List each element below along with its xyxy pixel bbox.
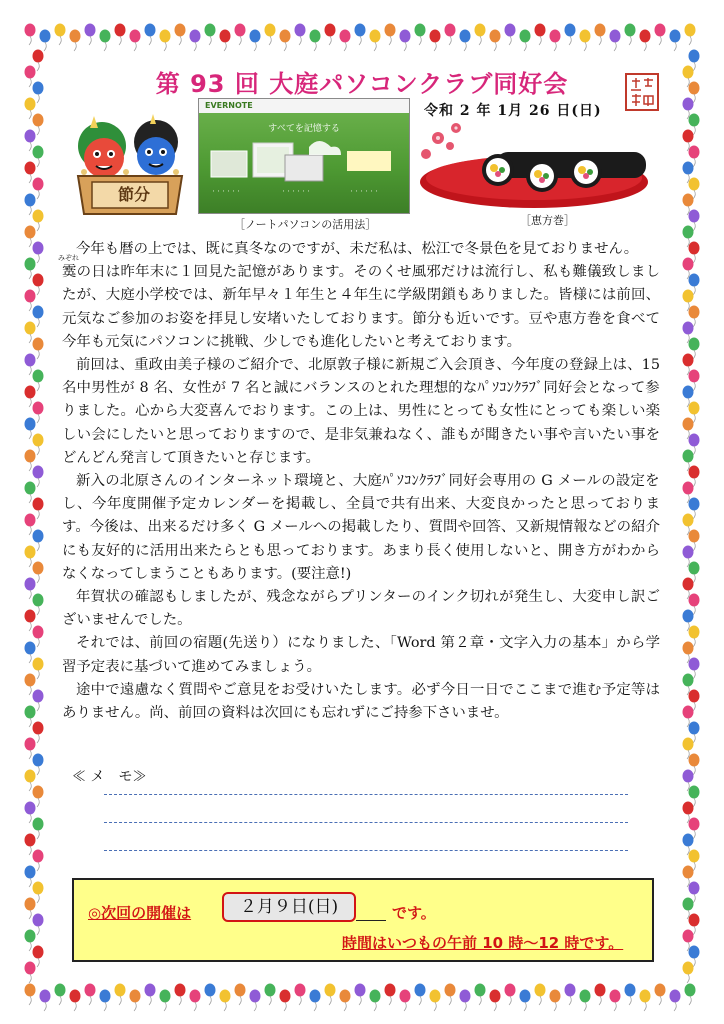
balloon-icon xyxy=(445,984,456,1006)
balloon-icon xyxy=(445,24,456,46)
laptop-screenshot-image xyxy=(198,98,410,214)
balloon-icon xyxy=(340,990,351,1012)
balloon-icon xyxy=(683,738,694,760)
balloon-icon xyxy=(33,786,44,808)
balloon-icon xyxy=(370,990,381,1012)
balloon-icon xyxy=(25,802,36,824)
paragraph: 前回は、重政由美子様のご紹介で、北原敦子様に新規ご入会頂き、今年度の登録上は、15 名中男性が 8 名、女性が 7 名と誠にバランスのとれた理想的なﾊﾟｿｺﾝｸﾗﾌﾞ同好会となって参りました。心から大変喜んでおります。この上は、男性にとっても女性にとっても楽しい楽しい会にしたいと思っておりますので、是非気兼ねなく、誰もが聞きたい事や言いたい事をどんどん発言して頂きたいと存じます。 xyxy=(62,357,660,466)
next-meeting-date: ２月９日(日) xyxy=(222,892,356,922)
balloon-icon xyxy=(520,990,531,1012)
meeting-time: 時間はいつもの午前 10 時～12 時です。 xyxy=(342,934,624,952)
balloon-icon xyxy=(25,226,36,248)
balloon-icon xyxy=(565,24,576,46)
balloon-icon xyxy=(33,818,44,840)
balloon-icon xyxy=(683,226,694,248)
balloon-icon xyxy=(689,114,700,136)
balloon-icon xyxy=(355,24,366,46)
ehomaki-caption: ［恵方巻］ xyxy=(520,214,575,227)
seal-stamp xyxy=(624,72,660,112)
balloon-icon xyxy=(55,984,66,1006)
balloon-icon xyxy=(655,24,666,46)
balloon-icon xyxy=(550,30,561,52)
balloon-icon xyxy=(595,24,606,46)
ruby-reading: みぞれ xyxy=(58,254,79,263)
svg-text:・・・・・・: ・・・・・・ xyxy=(211,189,242,195)
balloon-icon xyxy=(460,30,471,52)
balloon-icon xyxy=(250,30,261,52)
balloon-icon xyxy=(25,834,36,856)
balloon-icon xyxy=(683,962,694,984)
svg-text:・・・・・・: ・・・・・・ xyxy=(349,189,380,195)
balloon-icon xyxy=(683,514,694,536)
balloon-icon xyxy=(689,242,700,264)
balloon-icon xyxy=(625,24,636,46)
balloon-icon xyxy=(265,24,276,46)
next-meeting-prefix: ◎次回の開催は xyxy=(88,904,192,922)
balloon-icon xyxy=(310,990,321,1012)
laptop-caption: ［ノートパソコンの活用法］ xyxy=(234,218,377,231)
balloon-icon xyxy=(25,706,36,728)
balloon-icon xyxy=(415,24,426,46)
balloon-icon xyxy=(33,562,44,584)
balloon-icon xyxy=(535,984,546,1006)
balloon-icon xyxy=(25,322,36,344)
balloon-icon xyxy=(689,882,700,904)
next-meeting-suffix: です。 xyxy=(392,904,436,922)
balloon-icon xyxy=(689,306,700,328)
balloon-icon xyxy=(33,242,44,264)
balloon-icon xyxy=(385,984,396,1006)
balloon-icon xyxy=(25,258,36,280)
balloon-icon xyxy=(25,546,36,568)
balloon-icon xyxy=(340,30,351,52)
balloon-icon xyxy=(490,30,501,52)
balloon-icon xyxy=(55,24,66,46)
balloon-icon xyxy=(683,674,694,696)
balloon-icon xyxy=(205,24,216,46)
balloon-icon xyxy=(689,434,700,456)
balloon-icon xyxy=(683,546,694,568)
paragraph: 途中で遠慮なく質問やご意見をお受けいたします。必ず今日一日でここまで進む予定等はありません。尚、前回の資料は次回にも忘れずにご持参下さいませ。 xyxy=(62,681,660,722)
balloon-icon xyxy=(689,498,700,520)
balloon-icon xyxy=(683,930,694,952)
balloon-icon xyxy=(683,898,694,920)
balloon-icon xyxy=(33,274,44,296)
balloon-icon xyxy=(683,578,694,600)
balloon-icon xyxy=(683,450,694,472)
balloon-icon xyxy=(400,30,411,52)
balloon-icon xyxy=(25,290,36,312)
balloon-icon xyxy=(115,24,126,46)
balloon-icon xyxy=(85,24,96,46)
page-title: 第 93 回 大庭パソコンクラブ同好会 xyxy=(155,70,569,98)
balloon-icon xyxy=(295,984,306,1006)
meeting-date: 令和 2 年 1月 26 日(日) xyxy=(424,103,602,119)
balloon-icon xyxy=(689,690,700,712)
balloon-icon xyxy=(280,30,291,52)
balloon-icon xyxy=(689,274,700,296)
balloon-icon xyxy=(683,130,694,152)
balloon-icon xyxy=(33,338,44,360)
balloon-icon xyxy=(25,162,36,184)
balloon-icon xyxy=(145,984,156,1006)
balloon-icon xyxy=(33,594,44,616)
balloon-icon xyxy=(25,930,36,952)
balloon-icon xyxy=(175,984,186,1006)
balloon-icon xyxy=(683,98,694,120)
balloon-icon xyxy=(205,984,216,1006)
balloon-icon xyxy=(689,146,700,168)
balloon-icon xyxy=(550,990,561,1012)
balloon-icon xyxy=(160,30,171,52)
balloon-icon xyxy=(235,24,246,46)
setsubun-sign: 節分 xyxy=(117,185,150,204)
balloon-icon xyxy=(460,990,471,1012)
balloon-icon xyxy=(490,990,501,1012)
balloon-icon xyxy=(160,990,171,1012)
balloon-icon xyxy=(689,754,700,776)
balloon-icon xyxy=(683,194,694,216)
balloon-icon xyxy=(385,24,396,46)
balloon-icon xyxy=(355,984,366,1006)
balloon-icon xyxy=(33,210,44,232)
balloon-icon xyxy=(220,990,231,1012)
balloon-icon xyxy=(33,146,44,168)
balloon-icon xyxy=(625,984,636,1006)
balloon-icon xyxy=(689,338,700,360)
balloon-icon xyxy=(33,946,44,968)
screenshot-devices xyxy=(199,133,409,213)
balloon-icon xyxy=(683,386,694,408)
balloon-icon xyxy=(25,984,36,1006)
balloon-icon xyxy=(683,322,694,344)
balloon-icon xyxy=(70,30,81,52)
balloon-icon xyxy=(40,990,51,1012)
balloon-icon xyxy=(33,914,44,936)
balloon-icon xyxy=(689,786,700,808)
balloon-icon xyxy=(520,30,531,52)
balloon-icon xyxy=(685,984,696,1006)
balloon-icon xyxy=(683,162,694,184)
balloon-icon xyxy=(25,98,36,120)
balloon-icon xyxy=(33,498,44,520)
balloon-icon xyxy=(190,990,201,1012)
balloon-icon xyxy=(250,990,261,1012)
balloon-icon xyxy=(683,610,694,632)
next-meeting-notice xyxy=(72,878,654,962)
balloon-icon xyxy=(683,802,694,824)
balloon-icon xyxy=(370,30,381,52)
balloon-icon xyxy=(683,834,694,856)
balloon-icon xyxy=(25,514,36,536)
balloon-icon xyxy=(25,418,36,440)
balloon-icon xyxy=(25,24,36,46)
balloon-icon xyxy=(683,290,694,312)
balloon-icon xyxy=(33,370,44,392)
balloon-icon xyxy=(25,610,36,632)
balloon-icon xyxy=(100,30,111,52)
paragraph-text: 霙の日は昨年末に１回見た記憶があります。そのくせ風邪だけは流行し、私も難儀致しましたが、大庭小学校では、新年早々１年生と４年生に学級閉鎖もありました。皆様には前回、元気なご参加のお姿を拝見し安堵いたしております。節分も近いです。豆や恵方巻を食べて今年も元気にパソコンに挑戦、少しでも進化したいと考えております。 xyxy=(62,264,660,350)
balloon-icon xyxy=(689,658,700,680)
balloon-icon xyxy=(25,738,36,760)
balloon-icon xyxy=(33,658,44,680)
balloon-icon xyxy=(689,402,700,424)
balloon-icon xyxy=(580,30,591,52)
balloon-icon xyxy=(100,990,111,1012)
balloon-icon xyxy=(25,962,36,984)
balloon-icon xyxy=(689,626,700,648)
balloon-icon xyxy=(325,984,336,1006)
balloon-icon xyxy=(683,258,694,280)
balloon-icon xyxy=(25,770,36,792)
balloon-icon xyxy=(25,450,36,472)
memo-line xyxy=(104,794,628,795)
balloon-icon xyxy=(190,30,201,52)
balloon-icon xyxy=(295,24,306,46)
balloon-icon xyxy=(33,466,44,488)
balloon-icon xyxy=(640,30,651,52)
balloon-icon xyxy=(689,370,700,392)
balloon-icon xyxy=(33,690,44,712)
balloon-icon xyxy=(130,990,141,1012)
balloon-icon xyxy=(610,30,621,52)
balloon-icon xyxy=(33,722,44,744)
balloon-icon xyxy=(595,984,606,1006)
balloon-icon xyxy=(610,990,621,1012)
balloon-icon xyxy=(689,850,700,872)
balloon-icon xyxy=(689,818,700,840)
paragraph: それでは、前回の宿題(先送り）になりました、「Word 第２章・文字入力の基本」から学習予定表に基づいて進めてみましょう。 xyxy=(62,635,660,675)
balloon-icon xyxy=(40,30,51,52)
balloon-icon xyxy=(25,194,36,216)
balloon-icon xyxy=(430,30,441,52)
balloon-icon xyxy=(33,402,44,424)
paragraph xyxy=(58,254,660,354)
balloon-icon xyxy=(689,466,700,488)
balloon-icon xyxy=(683,418,694,440)
balloon-icon xyxy=(683,706,694,728)
balloon-icon xyxy=(25,642,36,664)
balloon-icon xyxy=(175,24,186,46)
balloon-icon xyxy=(400,990,411,1012)
balloon-icon xyxy=(685,24,696,46)
memo-line xyxy=(104,822,628,823)
paragraph: 年賀状の確認もしましたが、残念ながらプリンターのインク切れが発生し、大変申し訳ございませんでした。 xyxy=(62,589,660,629)
balloon-icon xyxy=(25,130,36,152)
balloon-icon xyxy=(25,898,36,920)
balloon-icon xyxy=(689,562,700,584)
balloon-icon xyxy=(33,530,44,552)
balloon-icon xyxy=(25,386,36,408)
memo-label: ≪ メ モ≫ xyxy=(72,769,147,785)
balloon-icon xyxy=(25,866,36,888)
balloon-icon xyxy=(25,482,36,504)
paragraph: 今年も暦の上では、既に真冬なのですが、未だ私は、松江で冬景色を見ておりません。 xyxy=(76,241,639,257)
balloon-icon xyxy=(535,24,546,46)
ehomaki-illustration xyxy=(416,118,666,210)
balloon-icon xyxy=(33,850,44,872)
balloon-icon xyxy=(670,990,681,1012)
balloon-icon xyxy=(683,770,694,792)
balloon-icon xyxy=(235,984,246,1006)
balloon-icon xyxy=(33,306,44,328)
balloon-icon xyxy=(33,754,44,776)
memo-line xyxy=(104,850,628,851)
balloon-icon xyxy=(280,990,291,1012)
balloon-icon xyxy=(683,866,694,888)
balloon-icon xyxy=(505,984,516,1006)
balloon-icon xyxy=(33,434,44,456)
date-underline xyxy=(356,920,386,921)
letter-body xyxy=(58,238,660,725)
balloon-icon xyxy=(25,354,36,376)
balloon-icon xyxy=(689,594,700,616)
balloon-icon xyxy=(25,578,36,600)
balloon-icon xyxy=(130,30,141,52)
balloon-icon xyxy=(475,984,486,1006)
balloon-icon xyxy=(33,178,44,200)
evernote-logo: EVERNOTE xyxy=(205,101,253,110)
balloon-icon xyxy=(33,114,44,136)
balloon-icon xyxy=(640,990,651,1012)
balloon-icon xyxy=(70,990,81,1012)
balloon-icon xyxy=(580,990,591,1012)
balloon-icon xyxy=(415,984,426,1006)
balloon-icon xyxy=(33,882,44,904)
balloon-icon xyxy=(683,482,694,504)
balloon-icon xyxy=(145,24,156,46)
balloon-icon xyxy=(265,984,276,1006)
balloon-icon xyxy=(689,946,700,968)
svg-text:・・・・・・: ・・・・・・ xyxy=(281,189,312,195)
screenshot-heading: すべてを記憶する xyxy=(268,124,340,134)
balloon-icon xyxy=(115,984,126,1006)
balloon-icon xyxy=(689,210,700,232)
balloon-icon xyxy=(670,30,681,52)
balloon-icon xyxy=(25,674,36,696)
balloon-icon xyxy=(505,24,516,46)
balloon-icon xyxy=(683,354,694,376)
balloon-icon xyxy=(33,626,44,648)
balloon-icon xyxy=(689,914,700,936)
balloon-icon xyxy=(430,990,441,1012)
balloon-icon xyxy=(475,24,486,46)
balloon-icon xyxy=(689,178,700,200)
balloon-icon xyxy=(325,24,336,46)
balloon-icon xyxy=(220,30,231,52)
balloon-icon xyxy=(565,984,576,1006)
balloon-icon xyxy=(655,984,666,1006)
balloon-icon xyxy=(689,530,700,552)
balloon-icon xyxy=(683,642,694,664)
paragraph: 新入の北原さんのインターネット環境と、大庭ﾊﾟｿｺﾝｸﾗﾌﾞ同好会専用の G メールの設定をし、今年度開催予定カレンダーを掲載し、全員で共有出来、大変良かったと思っております。今後は、出来るだけ多く G メールへの掲載したり、質問や回答、又新規情報などの紹介にも友好的に活用出来たらとも思っております。あまり長く使用しないと、開き方がわからなくなってしまうこともあります。(要注意!) xyxy=(62,473,660,582)
balloon-icon xyxy=(85,984,96,1006)
balloon-icon xyxy=(310,30,321,52)
balloon-icon xyxy=(689,722,700,744)
